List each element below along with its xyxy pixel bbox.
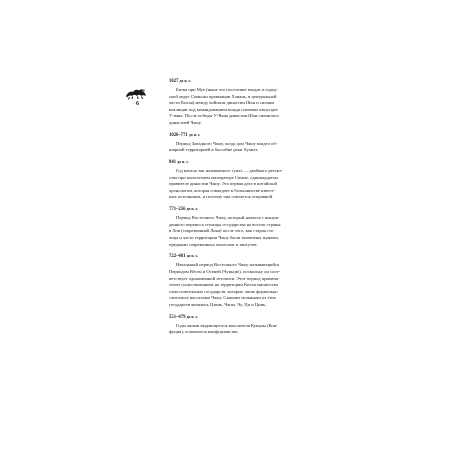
entry-era: до н. э.	[186, 254, 199, 259]
text-line: Год начала так называемого гунхэ — двойного регент-	[176, 168, 283, 174]
entry-text	[169, 262, 313, 308]
text-line: фуция), основателя конфуцианства.	[169, 329, 239, 335]
text-line: ных источников, и поэтому она считается отправной.	[169, 194, 274, 200]
page-number: 6	[136, 101, 139, 107]
text-line: Период Западного Чжоу, когда дом Чжоу владел об-	[176, 140, 278, 146]
chronology-entry	[169, 159, 313, 201]
text-line: телен существованием на территории Китая множества	[169, 282, 278, 288]
entry-year: 1027	[169, 79, 179, 84]
page-margin	[125, 86, 151, 107]
entry-era: до н. э.	[177, 160, 189, 165]
entry-text	[169, 87, 313, 127]
chronology-entry	[169, 253, 313, 308]
text-line: самостоятельных государств, которые лишь формально	[169, 288, 278, 294]
text-line: лица и часть территории Чжоу были захвачены жунами,	[169, 235, 279, 240]
text-line: Периодом Вёсен и Осеней (Чуньцю), поскольку он соот-	[169, 268, 281, 274]
text-line: предками современных монголов и тангутов.	[169, 241, 258, 247]
entry-date	[169, 132, 313, 140]
text-line: части Китая) между войском династии Шан и силами	[169, 100, 275, 106]
chronology-list	[169, 78, 313, 341]
chronology-entry	[169, 78, 313, 127]
text-line: ширной территорией в бассейне реки Хуанхэ.	[169, 147, 259, 153]
text-line: ства при малолетнем императоре Сюане, одиннадцатом	[169, 174, 278, 180]
chronology-entry	[169, 314, 313, 336]
entry-era: до н. э.	[186, 314, 199, 319]
text-line: ветствует одноименной летописи. Этот период примеча-	[169, 275, 280, 281]
entry-date	[169, 159, 313, 167]
entry-era: до н. э.	[179, 79, 191, 83]
text-line: считались вассалами Чжоу. Самыми сильными из этих	[169, 295, 277, 301]
dragon-emblem-icon	[125, 86, 147, 100]
entry-year: 1026–771	[169, 132, 188, 138]
entry-text	[169, 168, 313, 201]
entry-era: до н. э.	[186, 207, 199, 212]
entry-text	[169, 141, 313, 154]
entry-date	[169, 78, 313, 86]
entry-text	[169, 215, 313, 248]
chronology-entry	[169, 206, 313, 248]
chronology-entry	[169, 132, 313, 154]
text-line: Годы жизни выдающегося мыслителя Кунцзы (Кон-	[176, 322, 278, 328]
text-line: ской округ Синьсян провинции Хэнань, в центральной	[169, 93, 277, 99]
entry-year: 722–481	[169, 254, 186, 260]
text-line: Начальный период Восточного Чжоу называющийся	[176, 262, 280, 268]
text-line: У-вана. После победы У-Вана династия Шан сменилась	[169, 113, 279, 119]
entry-date	[169, 314, 313, 322]
entry-date	[169, 253, 313, 261]
entry-year: 551–479	[169, 314, 186, 320]
entry-year: 771–256	[169, 207, 186, 213]
text-line: Период Восточного Чжоу, который начался с вынуж-	[176, 215, 280, 221]
entry-era: до н. э.	[188, 132, 201, 137]
entry-year: 841	[169, 160, 177, 166]
text-line: Битва при Муе (ныне это поселение входит в город-	[176, 86, 278, 92]
text-line: государств являлись Цзинь, Чжэн, Чу, Ци и Цинь.	[169, 301, 267, 307]
entry-date	[169, 206, 313, 214]
entry-text	[169, 323, 313, 336]
text-line: коалиции под командованием вождя племени чжоусцев	[169, 106, 278, 112]
text-line: правителе династии Чжоу. Эта первая дата в китайской	[169, 181, 278, 187]
text-line: денного переноса столицы государства на восток страны	[169, 221, 281, 227]
text-line: хронологии, которая совпадает в большинстве извест-	[169, 187, 276, 193]
text-line: в Лои (современный Лоян) после того, как старая сто-	[169, 228, 275, 234]
text-line: династией Чжоу.	[169, 119, 202, 125]
